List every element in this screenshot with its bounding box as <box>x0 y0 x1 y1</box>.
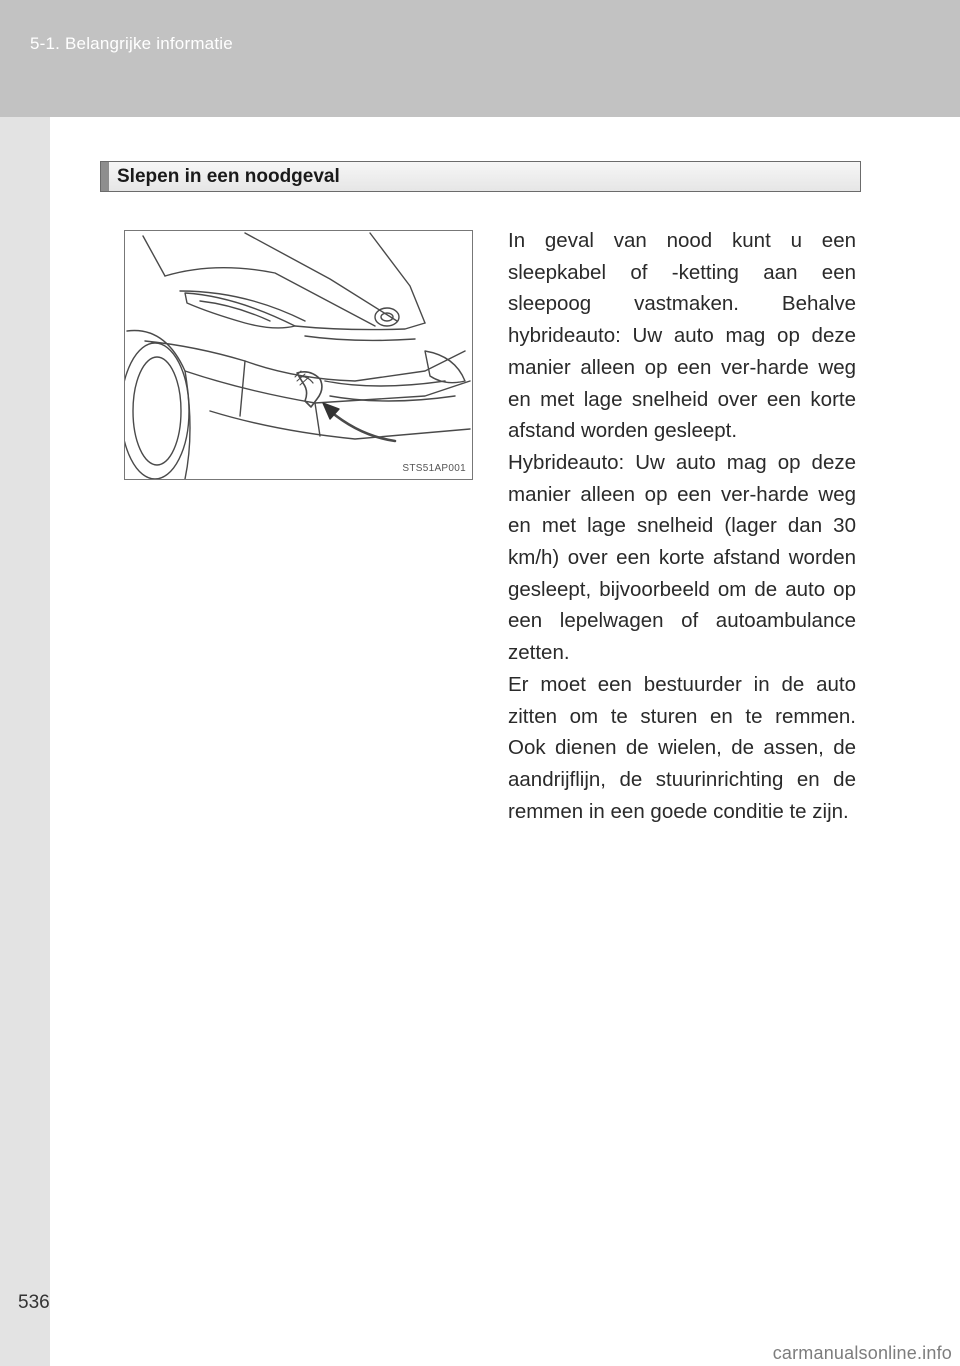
section-heading-bar <box>101 162 109 191</box>
section-title: Slepen in een noodgeval <box>117 166 340 187</box>
page-number: 536 <box>18 1292 50 1313</box>
watermark: carmanualsonline.info <box>772 1343 952 1363</box>
margin-strip <box>0 117 50 1366</box>
paragraph: Er moet een bestuurder in de auto zitten om te sturen en te remmen. Ook dienen de wielen, de assen, de aandrijflijn, de stuurinrichting en de remmen in een goede conditie te zijn. <box>508 672 856 823</box>
figure-code: STS51AP001 <box>402 463 466 474</box>
car-front-drawing <box>125 231 473 480</box>
body-text <box>508 225 856 827</box>
running-header: 5-1. Belangrijke informatie <box>30 34 233 53</box>
section-heading <box>100 161 861 192</box>
paragraph: Hybrideauto: Uw auto mag op deze manier alleen op een ver-harde weg en met lage snelheid (lager dan 30 km/h) over een korte afstand worden gesleept, bijvoorbeeld om de auto op een lepelwagen of autoambulance zetten. <box>508 450 856 665</box>
page-header <box>0 0 960 117</box>
paragraph: In geval van nood kunt u een sleepkabel of -ketting aan een sleepoog vastmaken. Behalve hybrideauto: Uw auto mag op deze manier alleen op een ver-harde weg en met lage snelheid over een korte afstand worden gesleept. <box>508 229 856 443</box>
tow-eye-illustration <box>124 230 473 480</box>
